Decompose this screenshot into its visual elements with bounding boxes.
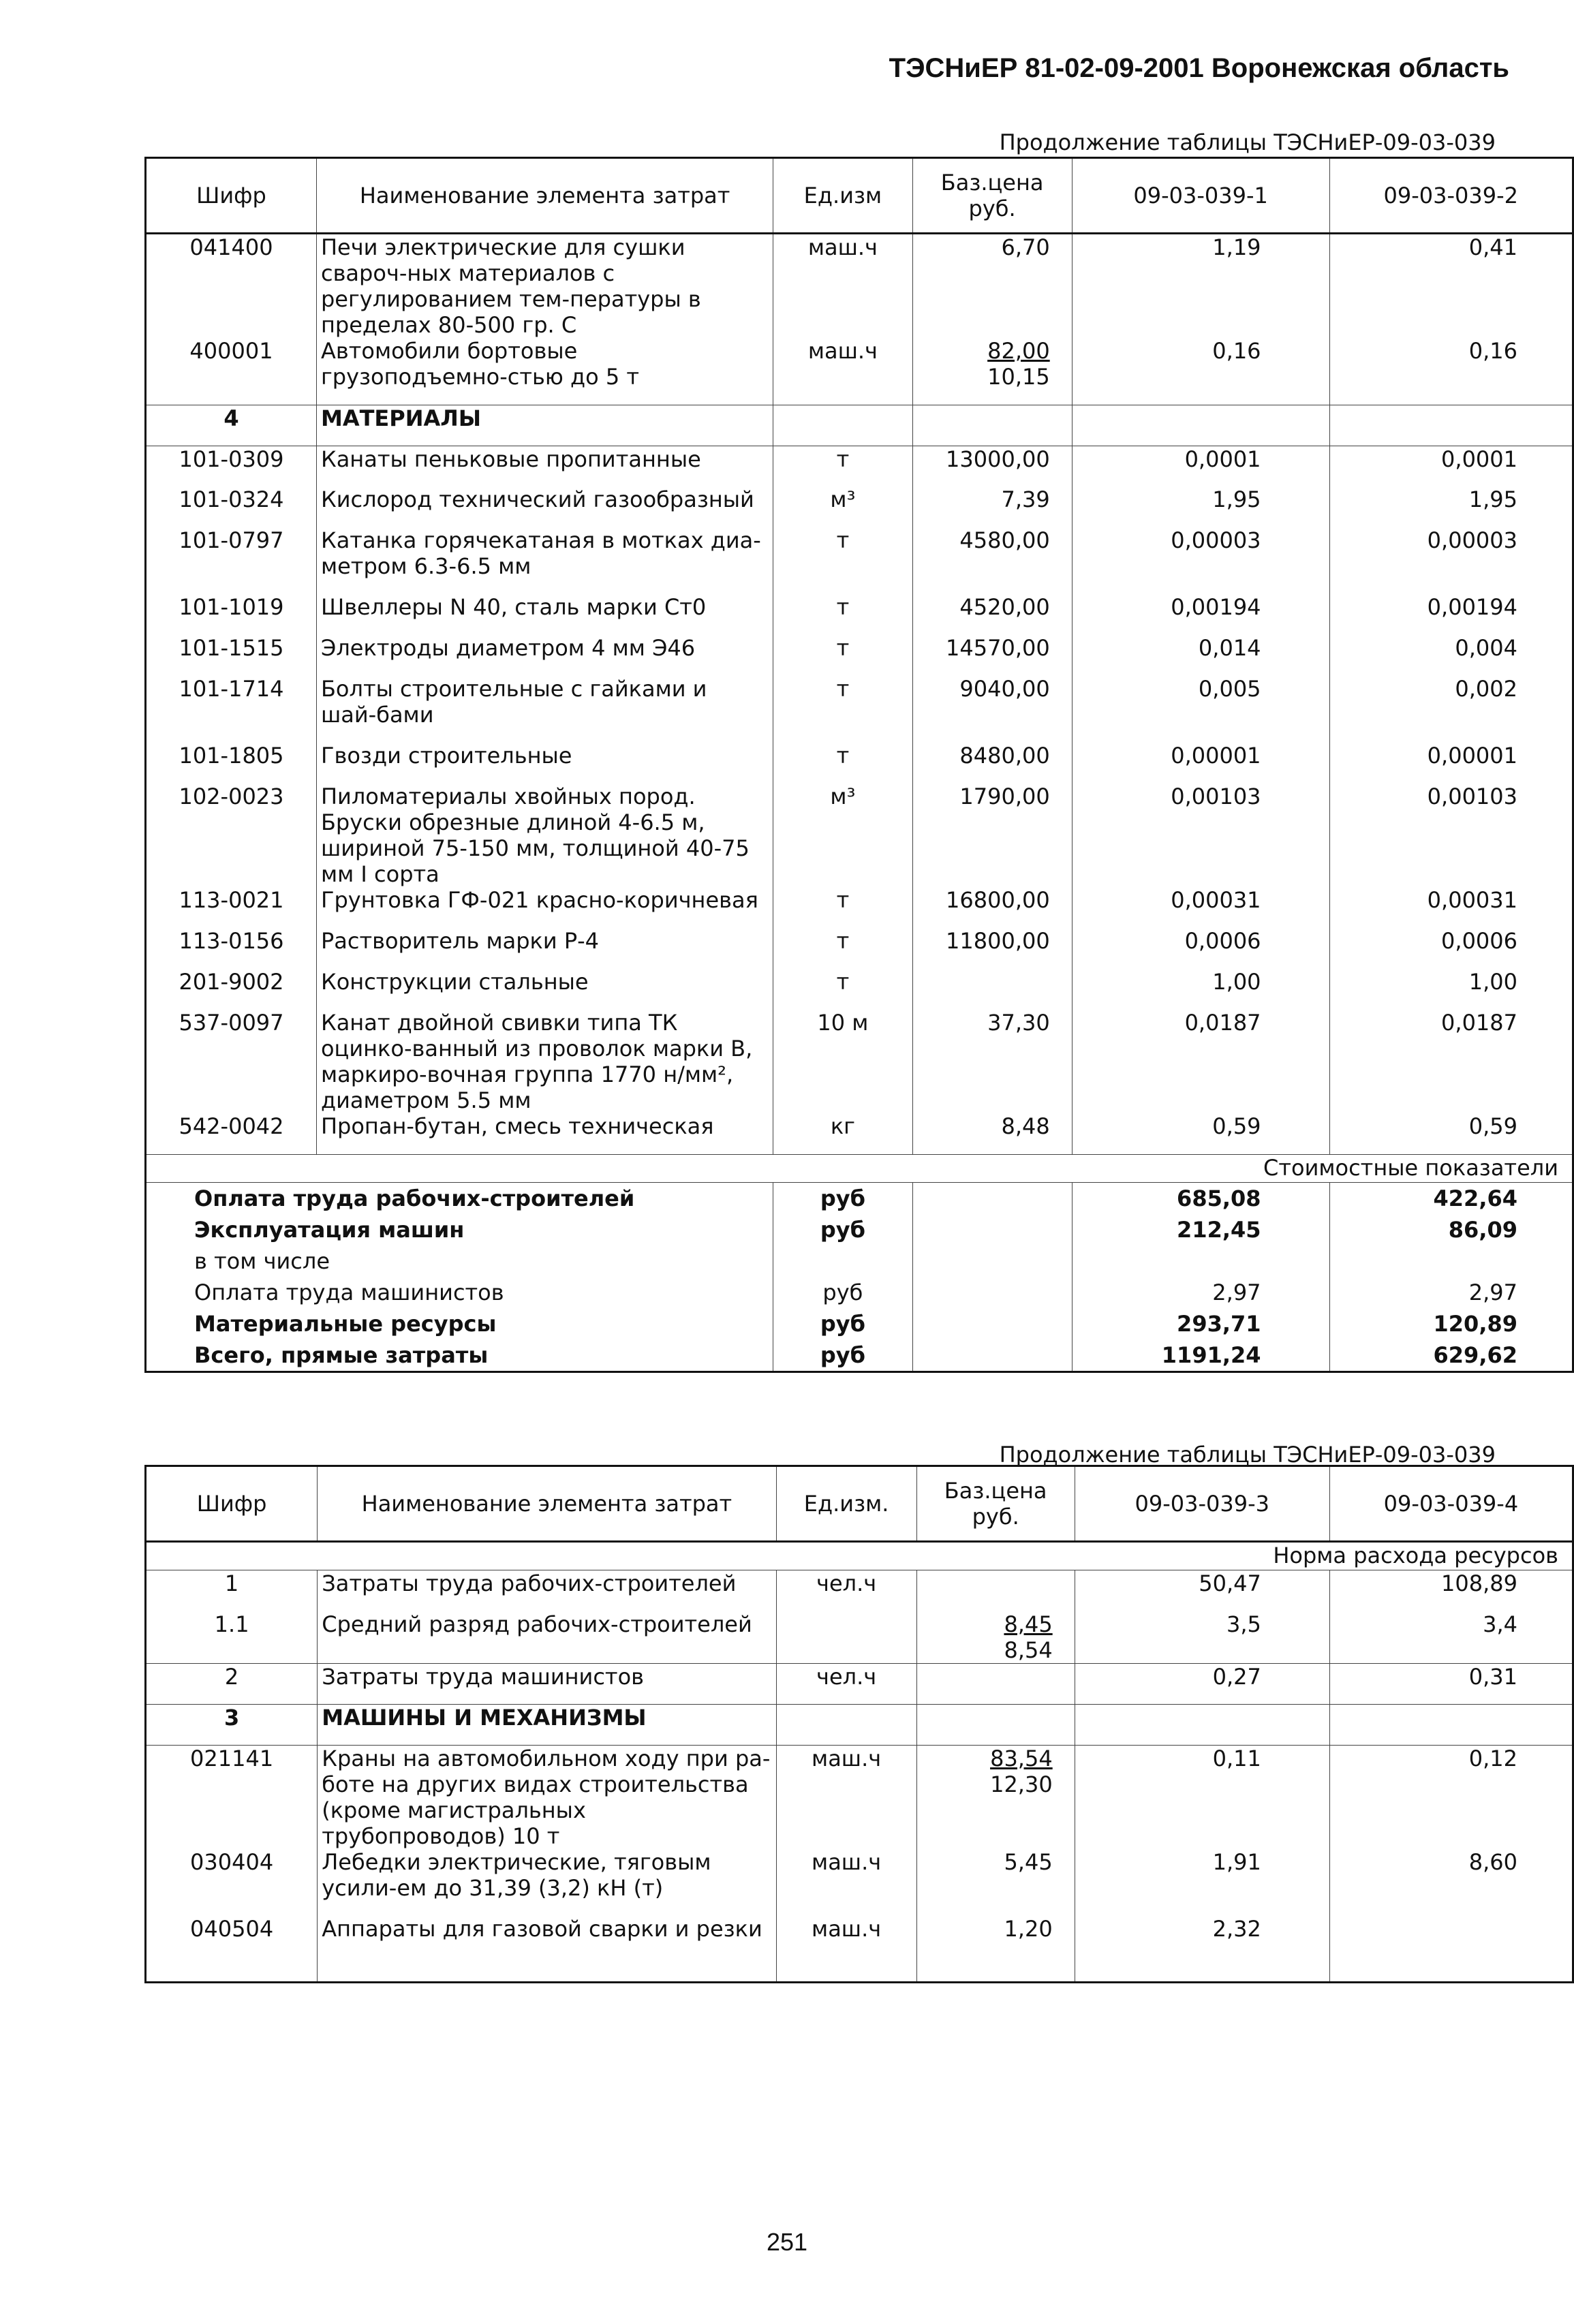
row-code: 201-9002 (146, 969, 317, 1010)
row-price-value: 4580,00 (959, 527, 1050, 553)
row-price (916, 1663, 1075, 1704)
row-name: Канат двойной свивки типа ТК оцинко-ванный из проволок марки В, маркиро-вочная группа 1770 н/мм², диаметром 5.5 мм (316, 1010, 773, 1113)
row-price (912, 234, 1072, 339)
row-value-1: 3,5 (1075, 1611, 1329, 1664)
row-code: 2 (146, 1663, 318, 1704)
row-price-value: 8480,00 (959, 743, 1050, 769)
row-value-1: 1,95 (1072, 486, 1329, 527)
summary-unit: руб (773, 1214, 912, 1245)
table-row (146, 338, 1573, 405)
row-unit: м³ (773, 784, 912, 887)
header-code: Шифр (146, 158, 317, 234)
row-code: 113-0156 (146, 928, 317, 969)
row-name: Автомобили бортовые грузоподъемно-стью до 5 т (316, 338, 773, 405)
row-value-1: 0,59 (1072, 1113, 1329, 1154)
row-value-2: 108,89 (1441, 1570, 1517, 1596)
summary-unit: руб (773, 1308, 912, 1339)
table-row (146, 405, 1573, 446)
row-value-1 (1072, 405, 1329, 446)
summary-empty (912, 1308, 1072, 1339)
row-price (912, 784, 1072, 887)
row-value-1: 0,00031 (1072, 887, 1329, 928)
row-value-1: 0,16 (1072, 338, 1329, 405)
row-unit: маш.ч (776, 1916, 916, 1983)
table-row (146, 1916, 1573, 1983)
row-price-value: 9040,00 (959, 676, 1050, 702)
table-row (146, 1745, 1573, 1849)
summary-empty (912, 1277, 1072, 1308)
row-unit: м³ (773, 486, 912, 527)
row-code: 040504 (146, 1916, 318, 1983)
row-value-2: 0,00194 (1427, 594, 1517, 620)
row-name: Грунтовка ГФ-021 красно-коричневая (316, 887, 773, 928)
row-value-2: 0,00003 (1427, 527, 1517, 553)
summary-value-1 (1072, 1245, 1329, 1277)
summary-name: Эксплуатация машин (146, 1214, 773, 1245)
summary-unit: руб (773, 1339, 912, 1372)
row-unit: чел.ч (776, 1663, 916, 1704)
row-price (916, 1704, 1075, 1745)
table-row (146, 1663, 1573, 1704)
row-value-1 (1075, 1704, 1329, 1745)
table-row (146, 969, 1573, 1010)
section-label: Стоимостные показатели (146, 1154, 1573, 1182)
table-caption: Продолжение таблицы ТЭСНиЕР-09-03-039 (999, 1442, 1496, 1468)
row-price (916, 1916, 1075, 1983)
row-name: Затраты труда машинистов (318, 1663, 776, 1704)
row-value-1: 0,11 (1075, 1745, 1329, 1849)
row-value-1: 1,00 (1072, 969, 1329, 1010)
row-price-value: 4520,00 (959, 594, 1050, 620)
row-unit: кг (773, 1113, 912, 1154)
row-value-2: 0,00001 (1427, 743, 1517, 769)
row-name: Печи электрические для сушки свароч-ных материалов с регулированием тем-пературы в пределах 80-500 гр. С (316, 234, 773, 339)
row-value-2: 0,31 (1329, 1663, 1573, 1704)
row-unit: т (773, 676, 912, 743)
table-row (146, 635, 1573, 676)
row-code: 030404 (146, 1849, 318, 1916)
row-value-1: 1,19 (1072, 234, 1329, 339)
row-price-value: 13000,00 (946, 446, 1050, 472)
summary-value-1: 1191,24 (1072, 1339, 1329, 1372)
row-unit: т (773, 887, 912, 928)
row-name: Болты строительные с гайками и шай-бами (316, 676, 773, 743)
summary-unit (773, 1245, 912, 1277)
row-price (912, 1113, 1072, 1154)
summary-row (146, 1245, 1573, 1277)
row-value-2: 0,59 (1329, 1113, 1573, 1154)
row-price (912, 928, 1072, 969)
row-value-2: 3,4 (1329, 1611, 1573, 1664)
row-value-1: 0,00194 (1072, 594, 1329, 635)
row-price (912, 446, 1072, 486)
row-code: 101-1515 (146, 635, 317, 676)
row-code: 3 (146, 1704, 318, 1745)
row-name: Пиломатериалы хвойных пород. Бруски обрезные длиной 4-6.5 м, шириной 75-150 мм, толщиной 40-75 мм I сорта (316, 784, 773, 887)
row-price (912, 743, 1072, 784)
row-name: Растворитель марки Р-4 (316, 928, 773, 969)
row-price-value: 82,00 (987, 338, 1050, 364)
row-unit: т (773, 594, 912, 635)
row-unit (776, 1611, 916, 1664)
table-row (146, 1570, 1573, 1611)
row-value-1: 0,00103 (1072, 784, 1329, 887)
row-code: 542-0042 (146, 1113, 317, 1154)
summary-name: Оплата труда машинистов (146, 1277, 773, 1308)
row-price-value: 1790,00 (959, 784, 1050, 809)
row-code: 101-0797 (146, 527, 317, 594)
table-row (146, 1611, 1573, 1664)
row-name: Пропан-бутан, смесь техническая (316, 1113, 773, 1154)
row-unit: чел.ч (776, 1570, 916, 1611)
summary-value-2: 2,97 (1468, 1279, 1517, 1305)
table-row (146, 446, 1573, 486)
table-row (146, 1113, 1573, 1154)
header-col2: 09-03-039-2 (1329, 158, 1573, 234)
summary-value-2: 120,89 (1433, 1310, 1517, 1337)
summary-value-2: 629,62 (1433, 1342, 1517, 1368)
row-code: 4 (146, 405, 317, 446)
row-unit: маш.ч (776, 1745, 916, 1849)
section-label: Норма расхода ресурсов (146, 1542, 1573, 1570)
row-value-1: 0,0001 (1072, 446, 1329, 486)
row-price (912, 635, 1072, 676)
header-col4: 09-03-039-4 (1329, 1466, 1573, 1542)
row-unit: т (773, 635, 912, 676)
row-name: Конструкции стальные (316, 969, 773, 1010)
table-row (146, 928, 1573, 969)
row-code: 101-1019 (146, 594, 317, 635)
row-name: Краны на автомобильном ходу при ра-боте на других видах строительства (кроме магистральных трубопроводов) 10 т (318, 1745, 776, 1849)
summary-value-1: 2,97 (1072, 1277, 1329, 1308)
row-name: Канаты пеньковые пропитанные (316, 446, 773, 486)
header-unit: Ед.изм. (776, 1466, 916, 1542)
row-price (916, 1745, 1075, 1849)
row-price-value: 11800,00 (946, 928, 1050, 954)
row-name: Катанка горячекатаная в мотках диа-метром 6.3-6.5 мм (316, 527, 773, 594)
row-unit (773, 405, 912, 446)
table-row (146, 1849, 1573, 1916)
row-price (916, 1849, 1075, 1916)
table-header-row (146, 1466, 1573, 1542)
row-name: Электроды диаметром 4 мм Э46 (316, 635, 773, 676)
row-value-2: 0,12 (1468, 1745, 1517, 1771)
row-value-2 (1329, 1916, 1573, 1983)
row-value-2: 0,004 (1455, 635, 1517, 661)
row-name: Лебедки электрические, тяговым усили-ем до 31,39 (3,2) кН (т) (318, 1849, 776, 1916)
summary-unit: руб (773, 1182, 912, 1214)
summary-value-2 (1329, 1245, 1573, 1277)
row-price-value: 7,39 (1001, 486, 1050, 512)
row-value-1: 0,0187 (1072, 1010, 1329, 1113)
row-value-1: 0,014 (1072, 635, 1329, 676)
table-row (146, 887, 1573, 928)
row-price (912, 1010, 1072, 1113)
row-code: 101-0309 (146, 446, 317, 486)
summary-value-1: 293,71 (1072, 1308, 1329, 1339)
row-value-2: 1,95 (1468, 486, 1517, 512)
row-name: Аппараты для газовой сварки и резки (318, 1916, 776, 1983)
row-value-1: 0,27 (1075, 1663, 1329, 1704)
row-value-2: 0,0187 (1441, 1010, 1517, 1036)
summary-name: Всего, прямые затраты (146, 1339, 773, 1372)
row-value-1: 50,47 (1075, 1570, 1329, 1611)
table-row (146, 743, 1573, 784)
row-price-value: 6,70 (1001, 234, 1050, 260)
row-value-2: 0,00103 (1427, 784, 1517, 809)
row-name: МАШИНЫ И МЕХАНИЗМЫ (318, 1704, 776, 1745)
row-value-2 (1329, 405, 1573, 446)
table-row (146, 486, 1573, 527)
row-name: Гвозди строительные (316, 743, 773, 784)
row-code: 102-0023 (146, 784, 317, 887)
row-unit: маш.ч (776, 1849, 916, 1916)
header-price: Баз.цена руб. (916, 1466, 1075, 1542)
summary-row (146, 1214, 1573, 1245)
row-name: МАТЕРИАЛЫ (316, 405, 773, 446)
row-price-value: 37,30 (987, 1010, 1050, 1036)
row-price (912, 338, 1072, 405)
row-value-2: 0,0001 (1441, 446, 1517, 472)
row-price (912, 594, 1072, 635)
row-code: 1 (146, 1570, 318, 1611)
row-code: 400001 (146, 338, 317, 405)
row-price-value: 5,45 (1004, 1848, 1053, 1875)
row-unit: маш.ч (773, 338, 912, 405)
summary-value-1: 685,08 (1072, 1182, 1329, 1214)
row-price (916, 1611, 1075, 1664)
row-name: Затраты труда рабочих-строителей (318, 1570, 776, 1611)
header-name: Наименование элемента затрат (318, 1466, 776, 1542)
row-value-2: 0,41 (1468, 234, 1517, 260)
row-code: 101-1714 (146, 676, 317, 743)
row-value-1: 0,0006 (1072, 928, 1329, 969)
row-price-value: 8,45 (1004, 1611, 1053, 1637)
table-row (146, 784, 1573, 887)
row-value-2: 8,60 (1468, 1848, 1517, 1875)
table-row (146, 1704, 1573, 1745)
row-value-1: 0,00001 (1072, 743, 1329, 784)
table-caption: Продолжение таблицы ТЭСНиЕР-09-03-039 (999, 129, 1496, 155)
header-price: Баз.цена руб. (912, 158, 1072, 234)
row-code: 537-0097 (146, 1010, 317, 1113)
section-label-row (146, 1542, 1573, 1570)
row-name: Кислород технический газообразный (316, 486, 773, 527)
table-header-row (146, 158, 1573, 234)
table-row (146, 594, 1573, 635)
row-price-value: 8,48 (1001, 1113, 1050, 1139)
row-price-value: 1,20 (1004, 1915, 1053, 1942)
summary-row (146, 1182, 1573, 1214)
row-unit: т (773, 446, 912, 486)
page-number: 251 (766, 2228, 808, 2256)
row-unit (776, 1704, 916, 1745)
row-unit: т (773, 928, 912, 969)
summary-empty (912, 1339, 1072, 1372)
row-price (912, 527, 1072, 594)
row-unit: т (773, 743, 912, 784)
table-row (146, 1010, 1573, 1113)
row-code: 1.1 (146, 1611, 318, 1664)
row-value-1: 1,91 (1075, 1849, 1329, 1916)
row-value-1: 0,005 (1072, 676, 1329, 743)
summary-value-1: 212,45 (1072, 1214, 1329, 1245)
row-price (912, 676, 1072, 743)
table-row (146, 676, 1573, 743)
summary-empty (912, 1214, 1072, 1245)
row-code: 101-1805 (146, 743, 317, 784)
row-unit: маш.ч (773, 234, 912, 339)
summary-row (146, 1308, 1573, 1339)
cost-table-1 (144, 157, 1574, 1373)
summary-name: Оплата труда рабочих-строителей (146, 1182, 773, 1214)
row-price (912, 887, 1072, 928)
document-title: ТЭСНиЕР 81-02-09-2001 Воронежская область (889, 53, 1509, 83)
summary-row (146, 1339, 1573, 1372)
row-value-2: 0,16 (1329, 338, 1573, 405)
summary-name: в том числе (146, 1245, 773, 1277)
row-value-1: 0,00003 (1072, 527, 1329, 594)
header-name: Наименование элемента затрат (316, 158, 773, 234)
row-price-value: 16800,00 (946, 887, 1050, 913)
summary-name: Материальные ресурсы (146, 1308, 773, 1339)
row-price (916, 1570, 1075, 1611)
row-code: 113-0021 (146, 887, 317, 928)
row-price (912, 969, 1072, 1010)
row-value-2 (1329, 1704, 1573, 1745)
summary-row (146, 1277, 1573, 1308)
header-col3: 09-03-039-3 (1075, 1466, 1329, 1542)
row-value-2: 0,002 (1455, 676, 1517, 702)
table-row (146, 527, 1573, 594)
row-value-2: 0,00031 (1427, 887, 1517, 913)
section-label-row (146, 1154, 1573, 1182)
row-name: Средний разряд рабочих-строителей (318, 1611, 776, 1664)
row-value-2: 1,00 (1468, 969, 1517, 995)
cost-table-2 (144, 1465, 1574, 1983)
header-unit: Ед.изм (773, 158, 912, 234)
table-row (146, 234, 1573, 339)
row-price (912, 405, 1072, 446)
row-unit: т (773, 527, 912, 594)
summary-empty (912, 1245, 1072, 1277)
summary-value-2: 422,64 (1433, 1185, 1517, 1211)
row-code: 041400 (146, 234, 317, 339)
row-value-1: 2,32 (1075, 1916, 1329, 1983)
row-price-value: 14570,00 (946, 635, 1050, 661)
header-code: Шифр (146, 1466, 318, 1542)
row-price-secondary: 8,54 (1004, 1637, 1053, 1663)
row-price (912, 486, 1072, 527)
row-price-value: 83,54 (990, 1745, 1053, 1771)
row-name: Швеллеры N 40, сталь марки Ст0 (316, 594, 773, 635)
summary-value-2: 86,09 (1448, 1216, 1517, 1243)
row-code: 101-0324 (146, 486, 317, 527)
row-unit: 10 м (773, 1010, 912, 1113)
row-price-secondary: 10,15 (987, 364, 1050, 390)
summary-unit: руб (773, 1277, 912, 1308)
row-unit: т (773, 969, 912, 1010)
header-col1: 09-03-039-1 (1072, 158, 1329, 234)
row-price-secondary: 12,30 (990, 1771, 1053, 1797)
row-code: 021141 (146, 1745, 318, 1849)
summary-empty (912, 1182, 1072, 1214)
row-value-2: 0,0006 (1441, 928, 1517, 954)
